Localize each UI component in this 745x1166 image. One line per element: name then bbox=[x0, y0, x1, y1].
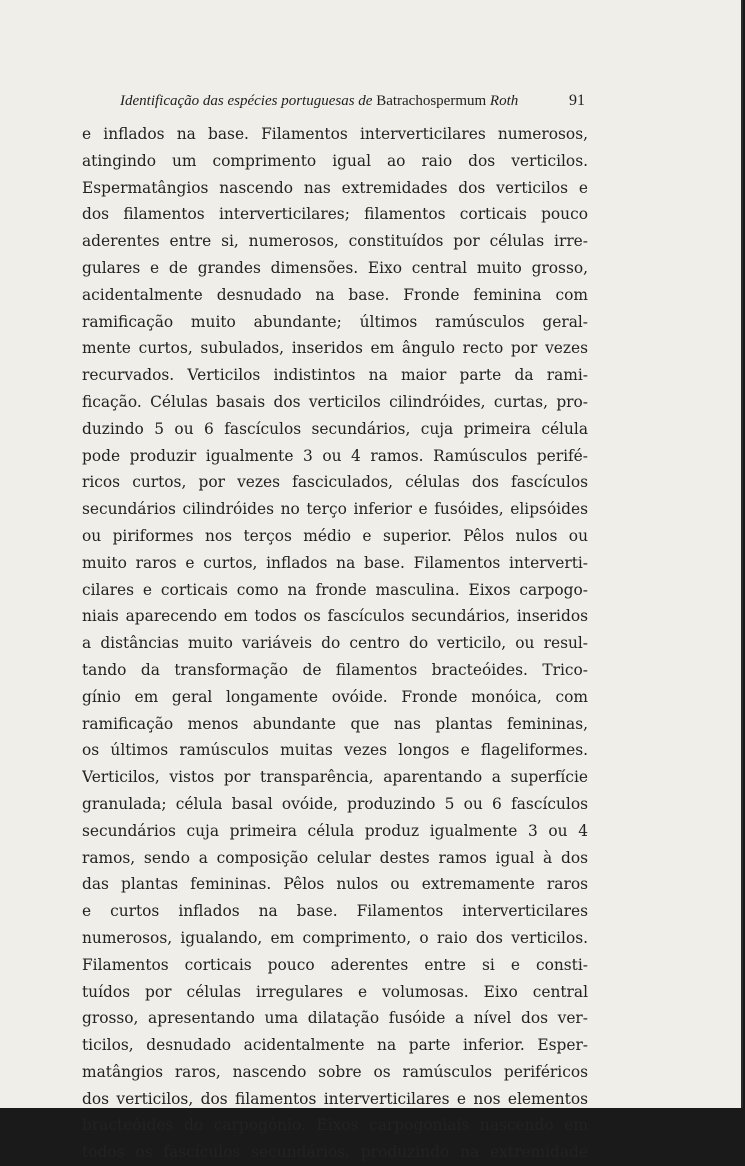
text-line: ramificação muito abundante; últimos ramúsculos geral- bbox=[82, 312, 588, 331]
text-line: duzindo 5 ou 6 fascículos secundários, cuja primeira célula bbox=[82, 419, 588, 438]
running-title-genus: Batrachospermum bbox=[376, 93, 487, 109]
text-line: ou piriformes nos terços médio e superior. Pêlos nulos ou bbox=[82, 526, 588, 545]
text-line: numerosos, igualando, em comprimento, o raio dos verticilos. bbox=[82, 928, 588, 947]
text-line: pode produzir igualmente 3 ou 4 ramos. Ramúsculos perifé- bbox=[82, 446, 588, 465]
text-line: dos filamentos interverticilares; filamentos corticais pouco bbox=[82, 205, 588, 224]
text-line: e inflados na base. Filamentos interverticilares numerosos, bbox=[82, 125, 588, 143]
text-line: os últimos ramúsculos muitas vezes longos e flageliformes. bbox=[82, 741, 588, 760]
running-head bbox=[120, 93, 585, 115]
text-line: secundários cuja primeira célula produz igualmente 3 ou 4 bbox=[82, 821, 588, 840]
text-line: e curtos inflados na base. Filamentos interverticilares bbox=[82, 902, 588, 921]
running-title-author: Roth bbox=[489, 93, 519, 109]
text-line: secundários cilindróides no terço inferior e fusóides, elipsóides bbox=[82, 500, 588, 519]
text-line: recurvados. Verticilos indistintos na maior parte da rami- bbox=[82, 366, 588, 385]
running-title bbox=[120, 93, 518, 110]
text-line: ramos, sendo a composição celular destes ramos igual à dos bbox=[82, 848, 588, 867]
text-line: mente curtos, subulados, inseridos em ângulo recto por vezes bbox=[82, 339, 588, 358]
text-line: todos os fascículos secundários, produzindo na extremidade bbox=[82, 1143, 588, 1162]
text-line: tuídos por células irregulares e volumosas. Eixo central bbox=[82, 982, 588, 1001]
text-line: atingindo um comprimento igual ao raio dos verticilos. bbox=[82, 151, 588, 170]
text-line: cilares e corticais como na fronde masculina. Eixos carpogo- bbox=[82, 580, 588, 599]
text-line: matângios raros, nascendo sobre os ramúsculos periféricos bbox=[82, 1062, 588, 1081]
text-line: gínio em geral longamente ovóide. Fronde monóica, com bbox=[82, 687, 588, 706]
text-line: gulares e de grandes dimensões. Eixo central muito grosso, bbox=[82, 258, 588, 277]
text-line: a distâncias muito variáveis do centro do verticilo, ou resul- bbox=[82, 634, 588, 653]
body-text bbox=[82, 121, 588, 1166]
text-line: granulada; célula basal ovóide, produzindo 5 ou 6 fascículos bbox=[82, 794, 588, 813]
text-line: ticilos, desnudado acidentalmente na parte inferior. Esper- bbox=[82, 1036, 588, 1055]
text-line: Verticilos, vistos por transparência, aparentando a superfície bbox=[82, 768, 588, 787]
text-line: dos verticilos, dos filamentos interverticilares e nos elementos bbox=[82, 1089, 588, 1108]
text-line: acidentalmente desnudado na base. Fronde feminina com bbox=[82, 285, 588, 304]
text-line: das plantas femininas. Pêlos nulos ou extremamente raros bbox=[82, 875, 588, 894]
text-line: grosso, apresentando uma dilatação fusóide a nível dos ver- bbox=[82, 1009, 588, 1028]
text-line: tando da transformação de filamentos bracteóides. Trico- bbox=[82, 660, 588, 679]
running-title-italic: Identificação das espécies portuguesas de bbox=[120, 93, 373, 109]
text-line: niais aparecendo em todos os fascículos secundários, inseridos bbox=[82, 607, 588, 626]
text-line: aderentes entre si, numerosos, constituídos por células irre- bbox=[82, 232, 588, 251]
text-line: Espermatângios nascendo nas extremidades dos verticilos e bbox=[82, 178, 588, 197]
text-line: muito raros e curtos, inflados na base. Filamentos interverti- bbox=[82, 553, 588, 572]
page-number: 91 bbox=[569, 92, 585, 109]
text-line: ficação. Células basais dos verticilos cilindróides, curtas, pro- bbox=[82, 392, 588, 411]
text-line: ricos curtos, por vezes fasciculados, células dos fascículos bbox=[82, 473, 588, 492]
text-line: Filamentos corticais pouco aderentes entre si e consti- bbox=[82, 955, 588, 974]
text-line: bracteóides do carpogónio. Eixos carpogoniais nascendo em bbox=[82, 1116, 588, 1135]
text-line: ramificação menos abundante que nas plantas femininas, bbox=[82, 714, 588, 733]
